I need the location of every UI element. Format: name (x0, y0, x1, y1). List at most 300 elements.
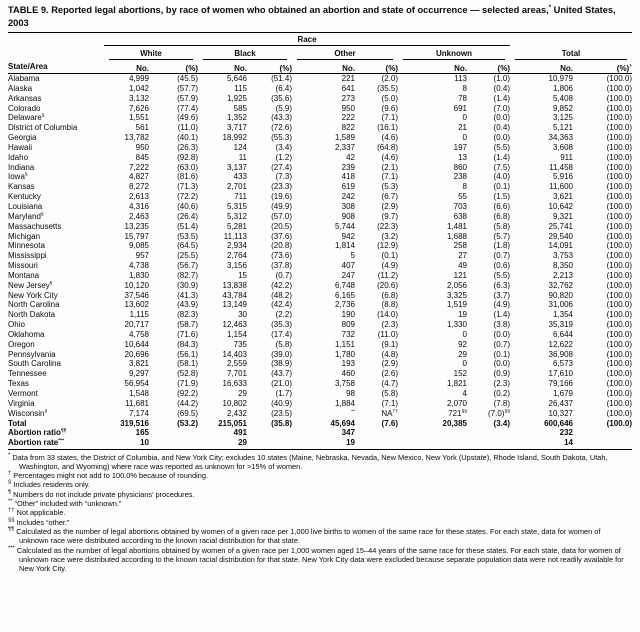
value-cell: (49.9) (271, 201, 292, 211)
state-cell: New York City (8, 290, 58, 300)
value-cell: (100.0) (606, 83, 632, 93)
value-cell: 3,717 (226, 123, 247, 133)
value-cell: 5,744 (334, 221, 355, 231)
value-cell: (100.0) (606, 211, 632, 221)
value-cell: (100.0) (606, 408, 632, 418)
value-cell: (4.6) (381, 133, 398, 143)
table-row (8, 133, 632, 143)
value-cell: (5.8) (381, 389, 398, 398)
value-cell: 193 (341, 359, 355, 369)
race-group-header-cell (104, 33, 510, 46)
state-cell: District of Columbia (8, 123, 78, 133)
table-row (8, 172, 632, 182)
value-cell: 242 (341, 192, 355, 202)
value-cell: (92.8) (177, 152, 198, 162)
value-cell: (2.6) (381, 369, 398, 379)
value-cell: (100.0) (606, 103, 632, 113)
value-cell: 735 (233, 339, 247, 349)
table-row (8, 182, 632, 192)
value-cell: (6.8) (381, 290, 398, 300)
value-cell: 418 (341, 172, 355, 182)
value-cell: (40.1) (177, 133, 198, 143)
state-cell: Abortion rate*** (8, 438, 104, 449)
value-cell: (0.0) (493, 359, 510, 369)
value-cell: (43.7) (271, 369, 292, 379)
state-cell: Kentucky (8, 192, 41, 202)
state-cell: Total (8, 418, 27, 428)
value-cell: 197 (453, 142, 467, 152)
value-cell: 703 (453, 201, 467, 211)
value-cell: 6,573 (552, 359, 573, 369)
value-cell: 13,838 (222, 280, 247, 290)
value-cell: (100.0) (606, 201, 632, 211)
group-header-unknown (398, 46, 510, 60)
table-body (8, 74, 632, 450)
footnote: * Data from 33 states, the District of Columbia, and New York City; excludes 10 states (Maine, Nebraska, Nevada, New Mexico, New York (Upstate), Rhode Island, South Dakota, Utah, Washington, and Wyoming) where race was reported as unknown for >15% of women. (8, 452, 608, 471)
value-cell: (71.3) (177, 182, 198, 192)
value-cell: (5.7) (493, 231, 510, 241)
value-cell: 79,166 (548, 379, 573, 389)
value-cell: (5.5) (493, 270, 510, 280)
value-cell: 5 (350, 251, 355, 261)
value-cell: (43.9) (177, 300, 198, 310)
group-row-spacer (8, 46, 104, 60)
value-cell: 1,352 (226, 113, 247, 123)
value-cell: 2,432 (226, 408, 247, 418)
value-cell: 13,235 (124, 221, 149, 231)
value-cell: 732 (341, 329, 355, 339)
table-row (8, 369, 632, 379)
value-cell: 19 (458, 310, 467, 320)
group-header-label: Other (297, 46, 393, 60)
value-cell: (25.5) (177, 251, 198, 261)
column-header: (%)† (573, 60, 632, 74)
group-header-black (198, 46, 292, 60)
value-cell: (72.6) (271, 123, 292, 133)
group-header-label: Total (515, 46, 627, 60)
value-cell: 32,762 (548, 280, 573, 290)
value-cell: 215,051 (218, 418, 247, 428)
value-cell: 239 (341, 162, 355, 172)
value-cell: 14,091 (548, 241, 573, 251)
value-cell: (63.0) (177, 162, 198, 172)
value-cell: (2.9) (381, 201, 398, 211)
value-cell: (57.9) (177, 93, 198, 103)
value-cell: 1,814 (334, 241, 355, 251)
value-cell: 7,626 (128, 103, 149, 113)
value-cell: (43.3) (271, 113, 292, 123)
value-cell: (100.0) (606, 369, 632, 379)
value-cell: 27 (458, 251, 467, 261)
group-header-other (292, 46, 398, 60)
value-cell: (7.0) (493, 103, 510, 113)
value-cell: 2,559 (226, 359, 247, 369)
state-cell: Vermont (8, 389, 38, 398)
value-cell: 1,354 (552, 310, 573, 320)
abortions-by-race-table (8, 33, 632, 450)
footnote: § Includes residents only. (8, 479, 90, 490)
value-cell: (73.6) (271, 251, 292, 261)
value-cell: (1.0) (493, 74, 510, 83)
table-title: TABLE 9. Reported legal abortions, by race of women who obtained an abortion and state of occurrence — selected areas,* United States, 2003 (8, 4, 632, 33)
value-cell: (37.8) (271, 261, 292, 271)
value-cell: 711 (234, 192, 247, 202)
value-cell: (2.2) (275, 310, 292, 320)
value-cell: (0.0) (493, 133, 510, 143)
value-cell: (0.7) (493, 339, 510, 349)
value-cell (247, 428, 292, 438)
value-cell (355, 438, 398, 449)
value-cell: (19.6) (271, 192, 292, 202)
value-cell: (35.5) (377, 83, 398, 93)
value-cell: (7.3) (275, 172, 292, 182)
value-cell: 619 (341, 182, 355, 192)
value-cell: 10,979 (548, 74, 573, 83)
value-cell: 9,297 (128, 369, 149, 379)
group-header-total (510, 46, 632, 60)
value-cell: 3,325 (446, 290, 467, 300)
table-row (8, 232, 632, 242)
value-cell: (6.7) (381, 192, 398, 202)
footnote: §§ Includes “other.” (8, 517, 70, 527)
value-cell: 1,589 (334, 133, 355, 143)
value-cell: 2,070 (446, 398, 467, 408)
value-cell: (81.6) (177, 172, 198, 182)
race-group-label: Race (104, 33, 510, 46)
value-cell: 8,272 (128, 182, 149, 192)
value-cell: (0.4) (493, 123, 510, 133)
value-cell: (100.0) (606, 379, 632, 389)
value-cell: 35,319 (548, 320, 573, 330)
value-cell: (20.8) (271, 241, 292, 251)
value-cell: 8 (462, 182, 467, 192)
value-cell: (0.7) (275, 270, 292, 280)
table-row (8, 74, 632, 84)
value-cell: (7.6) (381, 418, 398, 428)
value-cell: 13,602 (124, 300, 149, 310)
value-cell: (84.3) (177, 339, 198, 349)
value-cell: NA†† (381, 408, 398, 418)
value-cell (398, 428, 467, 438)
value-cell: (11.0) (177, 123, 198, 133)
value-cell: 6,165 (334, 290, 355, 300)
table-row (8, 399, 632, 409)
value-cell: 0 (462, 133, 467, 143)
value-cell: 1,042 (128, 83, 149, 93)
state-cell: Hawaii (8, 142, 33, 152)
table-row (8, 340, 632, 350)
value-cell: 6,748 (334, 280, 355, 290)
value-cell: 1,154 (226, 329, 247, 339)
value-cell: 4,999 (128, 74, 149, 83)
value-cell: (45.5) (177, 74, 198, 83)
value-cell: 15,797 (124, 231, 149, 241)
value-cell (398, 438, 467, 449)
value-cell: 19 (292, 438, 355, 449)
value-cell: (3.4) (493, 418, 510, 428)
column-header: No. (510, 60, 573, 74)
value-cell: (5.5) (493, 142, 510, 152)
value-cell: 36,908 (548, 349, 573, 359)
value-cell: (11.0) (377, 329, 398, 339)
value-cell: (92.2) (177, 389, 198, 398)
value-cell: (100.0) (606, 93, 632, 103)
table-row (8, 143, 632, 153)
value-cell: (40.9) (271, 398, 292, 408)
value-cell: 258 (453, 241, 467, 251)
value-cell: 11,458 (549, 162, 573, 172)
state-cell: Arkansas (8, 93, 42, 103)
value-cell: 55 (458, 192, 467, 202)
group-header-label: White (109, 46, 193, 60)
value-cell: (100.0) (606, 231, 632, 241)
value-cell (573, 428, 632, 438)
value-cell: (41.3) (177, 290, 198, 300)
value-cell: (53.2) (177, 418, 198, 428)
state-cell: Virginia (8, 398, 35, 408)
value-cell: 3,821 (128, 359, 149, 369)
value-cell: (0.2) (493, 389, 510, 398)
value-cell: 90,820 (548, 290, 573, 300)
value-cell: (5.8) (275, 339, 292, 349)
value-cell: 3,621 (552, 192, 573, 202)
value-cell: (48.2) (271, 290, 292, 300)
value-cell: (57.7) (177, 83, 198, 93)
value-cell: 1,830 (128, 270, 149, 280)
value-cell: 8,350 (552, 261, 573, 271)
value-cell: (7.1) (381, 398, 398, 408)
value-cell: (100.0) (606, 221, 632, 231)
table-row (8, 241, 632, 251)
value-cell: (26.3) (177, 142, 198, 152)
footnote: †† Not applicable. (8, 507, 66, 518)
value-cell: (8.8) (381, 300, 398, 310)
value-cell: (9.6) (381, 103, 398, 113)
value-cell: 98 (346, 389, 355, 398)
value-cell: (6.8) (493, 211, 510, 221)
value-cell: (100.0) (606, 300, 632, 310)
table-row (8, 163, 632, 173)
value-cell: 691 (453, 103, 467, 113)
value-cell: (100.0) (606, 152, 632, 162)
table-row (8, 123, 632, 133)
column-header: (%) (355, 60, 398, 74)
value-cell: (12.9) (377, 241, 398, 251)
value-cell: (58.7) (177, 320, 198, 330)
table-row (8, 104, 632, 114)
value-cell: 43,784 (222, 290, 247, 300)
value-cell: (35.6) (271, 93, 292, 103)
value-cell: (23.5) (271, 408, 292, 418)
table-row (8, 291, 632, 301)
value-cell: (100.0) (606, 359, 632, 369)
table-row (8, 310, 632, 320)
value-cell: (2.9) (381, 359, 398, 369)
table-row (8, 350, 632, 360)
value-cell: 845 (135, 152, 149, 162)
value-cell: 4,827 (128, 172, 149, 182)
value-cell: (0.1) (381, 251, 398, 261)
state-cell: Abortion ratio¶¶ (8, 428, 67, 438)
table-row (8, 428, 632, 438)
value-cell: (35.8) (271, 418, 292, 428)
value-cell: 1,551 (128, 113, 149, 123)
value-cell: 45,694 (330, 418, 355, 428)
value-cell: (69.5) (177, 408, 198, 418)
value-cell: 0 (462, 359, 467, 369)
value-cell (467, 438, 510, 449)
value-cell: (58.1) (177, 359, 198, 369)
value-cell: 13 (458, 152, 467, 162)
column-header: (%) (149, 60, 198, 74)
race-row-spacer (8, 33, 104, 46)
value-cell (573, 438, 632, 449)
value-cell: 2,213 (552, 270, 573, 280)
value-cell: (100.0) (606, 192, 632, 202)
value-cell: (100.0) (606, 261, 632, 271)
value-cell: 20,385 (442, 418, 467, 428)
value-cell: (6.6) (493, 201, 510, 211)
value-cell: 2,934 (226, 241, 247, 251)
value-cell: 30 (238, 310, 247, 320)
value-cell: 31,006 (548, 300, 573, 310)
value-cell: (7.0)§§ (488, 408, 510, 418)
value-cell: 600,646 (544, 418, 573, 428)
value-cell: (7.5) (493, 162, 510, 172)
value-cell: 5,281 (226, 221, 247, 231)
value-cell: (100.0) (606, 182, 632, 192)
state-cell: Pennsylvania (8, 349, 56, 359)
value-cell: 14 (510, 438, 573, 449)
value-cell: (1.7) (275, 389, 292, 398)
table-row (8, 251, 632, 261)
value-cell: 13,149 (222, 300, 247, 310)
value-cell: 10,802 (222, 398, 247, 408)
table-row (8, 389, 632, 399)
value-cell: (100.0) (606, 241, 632, 251)
value-cell: (82.7) (177, 270, 198, 280)
value-cell: 222 (341, 113, 355, 123)
value-cell: (100.0) (606, 133, 632, 143)
value-cell: 56,954 (124, 379, 149, 389)
value-cell: (0.0) (493, 113, 510, 123)
value-cell: (7.8) (493, 398, 510, 408)
value-cell: 10,327 (548, 408, 573, 418)
value-cell: 2,736 (334, 300, 355, 310)
value-cell: (100.0) (606, 74, 632, 83)
value-cell (247, 438, 292, 449)
value-cell: ** (351, 409, 355, 415)
value-cell: (39.0) (271, 349, 292, 359)
value-cell: 1,821 (446, 379, 467, 389)
value-cell: 1,884 (334, 398, 355, 408)
value-cell: 908 (341, 211, 355, 221)
value-cell: (100.0) (606, 162, 632, 172)
value-cell: (77.4) (177, 103, 198, 113)
value-cell: 247 (341, 270, 355, 280)
value-cell: (4.0) (493, 172, 510, 182)
table-row (8, 261, 632, 271)
value-cell (149, 438, 198, 449)
footnote: † Percentages might not add to 100.0% because of rounding. (8, 470, 209, 481)
value-cell: (0.9) (493, 369, 510, 379)
value-cell: 25,741 (548, 221, 573, 231)
value-cell: 1,481 (446, 221, 467, 231)
value-cell: 2,337 (334, 142, 355, 152)
value-cell: (49.6) (177, 113, 198, 123)
value-cell: (7.1) (381, 172, 398, 182)
column-header: (%) (467, 60, 510, 74)
value-cell: 561 (135, 123, 149, 133)
table-row (8, 94, 632, 104)
value-cell: 3,758 (334, 379, 355, 389)
state-cell: North Carolina (8, 300, 60, 310)
value-cell: (3.7) (493, 290, 510, 300)
value-cell: 0 (462, 329, 467, 339)
value-cell: 2,463 (128, 211, 149, 221)
value-cell: 13,782 (124, 133, 149, 143)
group-header-row (8, 46, 632, 60)
value-cell: 950 (135, 142, 149, 152)
footnote: ¶ Numbers do not include private physicians’ procedures. (8, 489, 195, 499)
value-cell: (4.7) (381, 379, 398, 389)
state-cell: Delaware§ (8, 113, 45, 123)
state-cell: Colorado (8, 103, 41, 113)
value-cell: (4.8) (381, 349, 398, 359)
value-cell: (3.2) (381, 231, 398, 241)
value-cell: (82.3) (177, 310, 198, 320)
footnote: ¶¶ Calculated as the number of legal abortions obtained by women of a given race per 1,000 live births to women of the same race for these states. For each state, data for women of unknown race were distributed according to the known racial distribution for that state. (8, 526, 601, 546)
value-cell: 5,408 (552, 93, 573, 103)
value-cell: 7,222 (128, 162, 149, 172)
value-cell: 1,330 (446, 320, 467, 330)
value-cell: 9,085 (128, 241, 149, 251)
value-cell: (72.2) (177, 192, 198, 202)
value-cell: 5,121 (552, 123, 573, 133)
value-cell: 1,806 (552, 83, 573, 93)
value-cell: (30.9) (177, 280, 198, 290)
table-row (8, 300, 632, 310)
table-row (8, 438, 632, 449)
state-cell: Maryland§ (8, 211, 44, 221)
value-cell: 14,403 (222, 349, 247, 359)
value-cell: 273 (341, 93, 355, 103)
value-cell: 2,701 (226, 182, 247, 192)
value-cell: (100.0) (606, 320, 632, 330)
value-cell: 124 (233, 142, 247, 152)
value-cell: 232 (559, 428, 573, 438)
value-cell: 42 (346, 152, 355, 162)
state-cell: Minnesota (8, 241, 45, 251)
state-cell: Tennessee (8, 369, 47, 379)
table-row (8, 212, 632, 222)
value-cell: (100.0) (606, 418, 632, 428)
value-cell: 11,113 (223, 231, 247, 241)
value-cell: (3.4) (275, 142, 292, 152)
value-cell: 16,633 (222, 379, 247, 389)
value-cell: (17.4) (271, 329, 292, 339)
value-cell: 9,852 (552, 103, 573, 113)
value-cell: (51.4) (177, 221, 198, 231)
value-cell: 407 (341, 261, 355, 271)
state-cell: Wisconsin§ (8, 408, 48, 418)
state-cell: Oregon (8, 339, 35, 349)
value-cell: 20,696 (124, 349, 149, 359)
value-cell: 3,137 (226, 162, 247, 172)
value-cell: (71.9) (177, 379, 198, 389)
value-cell: 822 (341, 123, 355, 133)
value-cell: 911 (560, 152, 573, 162)
